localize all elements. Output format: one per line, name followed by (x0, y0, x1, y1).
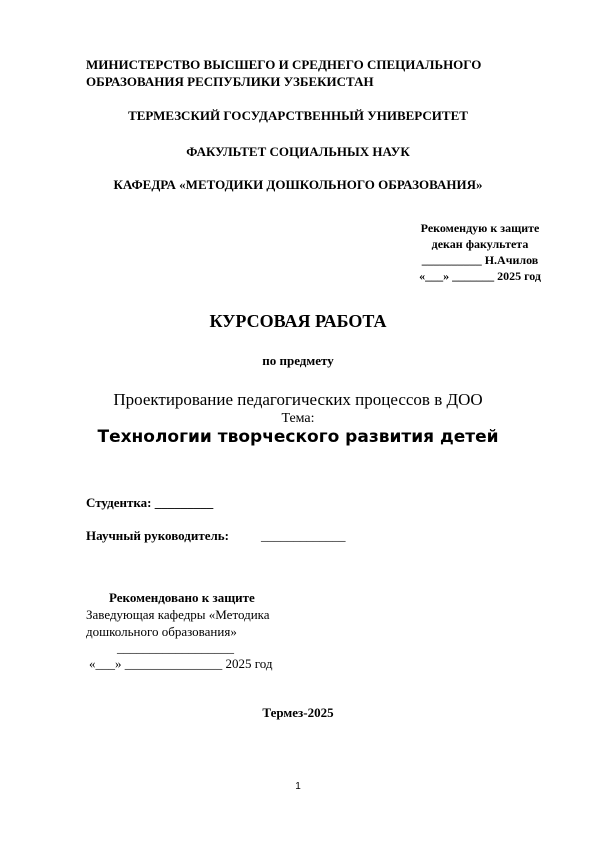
topic-title: Технологии творческого развития детей (97, 427, 499, 447)
work-type-title: КУРСОВАЯ РАБОТА (209, 311, 387, 331)
faculty-name: ФАКУЛЬТЕТ СОЦИАЛЬНЫХ НАУК (186, 144, 410, 159)
head-of-department-line-1: Заведующая кафедры «Методика (86, 607, 270, 622)
university-name: ТЕРМЕЗСКИЙ ГОСУДАРСТВЕННЫЙ УНИВЕРСИТЕТ (128, 108, 468, 123)
dean-approval-line-2: декан факультета (431, 237, 529, 251)
head-of-department-date: «___» _______________ 2025 год (89, 656, 273, 671)
subject-label: по предмету (262, 353, 334, 368)
subject-name: Проектирование педагогических процессов в ДОО (113, 390, 483, 409)
ministry-line-2: ОБРАЗОВАНИЯ РЕСПУБЛИКИ УЗБЕКИСТАН (86, 74, 374, 89)
supervisor-blank: _____________ (261, 528, 346, 543)
recommended-heading: Рекомендовано к защите (109, 590, 255, 605)
department-name: КАФЕДРА «МЕТОДИКИ ДОШКОЛЬНОГО ОБРАЗОВАНИЯ» (113, 177, 483, 192)
page-number: 1 (295, 781, 301, 792)
ministry-line-1: МИНИСТЕРСТВО ВЫСШЕГО И СРЕДНЕГО СПЕЦИАЛЬНОГО (86, 57, 482, 72)
city-year: Термез-2025 (262, 705, 334, 720)
supervisor-label: Научный руководитель: (86, 528, 229, 543)
head-of-department-line-2: дошкольного образования» (86, 624, 237, 639)
dean-approval-line-4: «___» _______ 2025 год (419, 269, 541, 283)
dean-approval-block (400, 220, 560, 284)
student-line: Студентка: _________ (86, 495, 214, 510)
topic-label: Тема: (281, 411, 315, 426)
head-of-department-signature: __________________ (117, 640, 234, 655)
dean-approval-line-1: Рекомендую к защите (420, 221, 540, 235)
dean-approval-line-3: __________ Н.Ачилов (421, 253, 539, 267)
